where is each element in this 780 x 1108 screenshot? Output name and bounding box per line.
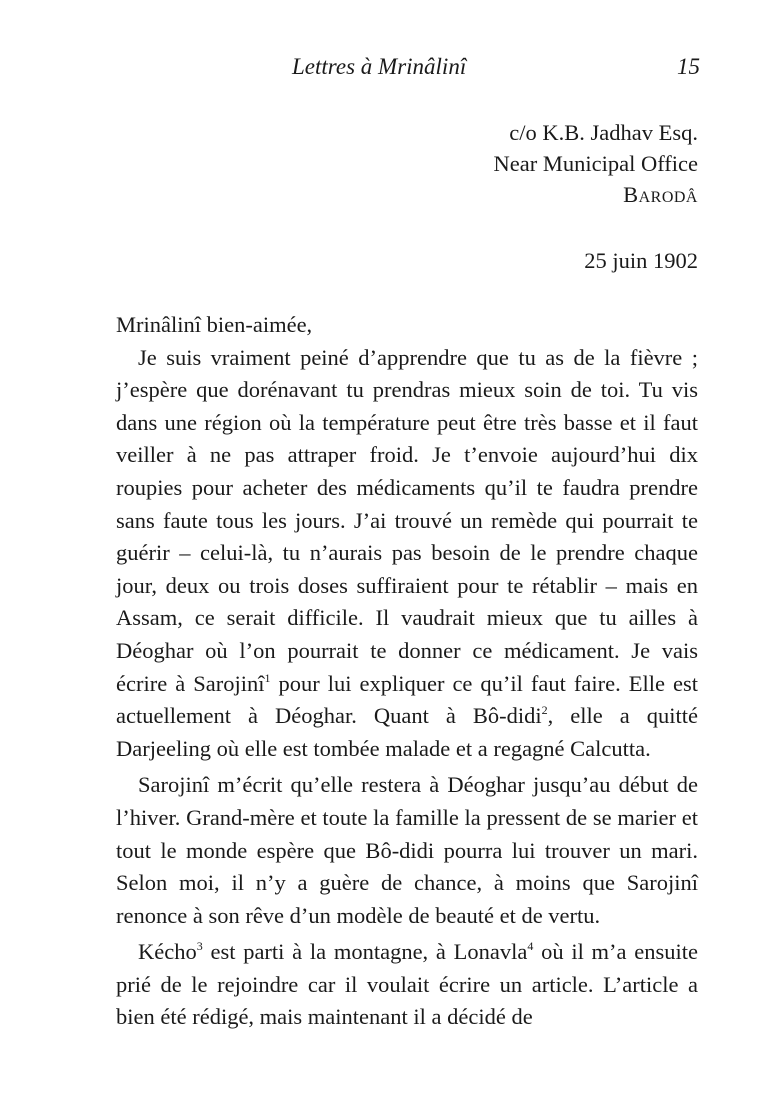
paragraph-2 bbox=[116, 769, 698, 932]
paragraph-1 bbox=[116, 342, 698, 766]
text-segment: Kécho bbox=[138, 939, 197, 965]
text-segment: Sarojinî m’écrit qu’elle restera à Déoghar jusqu’au début de l’hiver. Grand-mère et toute la famille la pressent de se marier et tout le monde espère que Bô-didi pourra lui trouver un mari. Selon moi, il n’y a guère de chance, à moins que Sarojinî renonce à son rêve d’un modèle de beauté et de vertu. bbox=[116, 772, 698, 928]
footnote-ref-1[interactable]: 1 bbox=[264, 670, 271, 685]
footnote-ref-4[interactable]: 4 bbox=[527, 939, 534, 954]
address-line-1: c/o K.B. Jadhav Esq. bbox=[509, 120, 698, 145]
salutation: Mrinâlinî bien-aimée, bbox=[116, 312, 313, 337]
text-segment: , elle a quitté Darjeeling où elle est tombée malade et a regagné Calcutta. bbox=[116, 703, 699, 761]
footnote-ref-3[interactable]: 3 bbox=[196, 939, 203, 954]
text-segment: pour lui expliquer ce qu’il faut faire. Elle est actuellement à Déoghar. Quant à Bô-didi bbox=[116, 670, 698, 729]
page-number: 15 bbox=[677, 54, 700, 79]
text-segment: Je suis vraiment peiné d’apprendre que tu as de la fièvre ; j’espère que dorénavant tu prendras mieux soin de toi. Tu vis dans une région où la température peut être très basse et il faut veiller à ne pas attraper froid. Je t’envoie aujourd’hui dix roupies pour acheter des médicaments qu’il te faudra prendre sans faute tous les jours. J’ai trouvé un remède qui pourrait te guérir – celui-là, tu n’aurais pas besoin de le prendre chaque jour, deux ou trois doses suffiraient pour te rétablir – mais en Assam, ce serait difficile. Il vaudrait mieux que tu ailles à Déoghar où l’on pourrait te donner ce médicament. Je vais écrire à Sarojinî bbox=[116, 344, 698, 696]
text-segment: est parti à la montagne, à Lonavla bbox=[202, 939, 528, 965]
letter-address bbox=[494, 117, 699, 210]
letter-date: 25 juin 1902 bbox=[584, 248, 698, 273]
address-line-2: Near Municipal Office bbox=[493, 151, 698, 176]
letter-body bbox=[116, 309, 698, 1034]
address-line-3: Barodâ bbox=[623, 182, 698, 207]
text-segment: où il m’a ensuite prié de le rejoindre car il voulait écrire un article. L’article a bien été rédigé, mais maintenant il a décidé de bbox=[116, 939, 698, 1030]
paragraph-3 bbox=[116, 936, 698, 1034]
footnote-ref-2[interactable]: 2 bbox=[541, 703, 548, 718]
book-title: Lettres à Mrinâlinî bbox=[292, 54, 467, 79]
